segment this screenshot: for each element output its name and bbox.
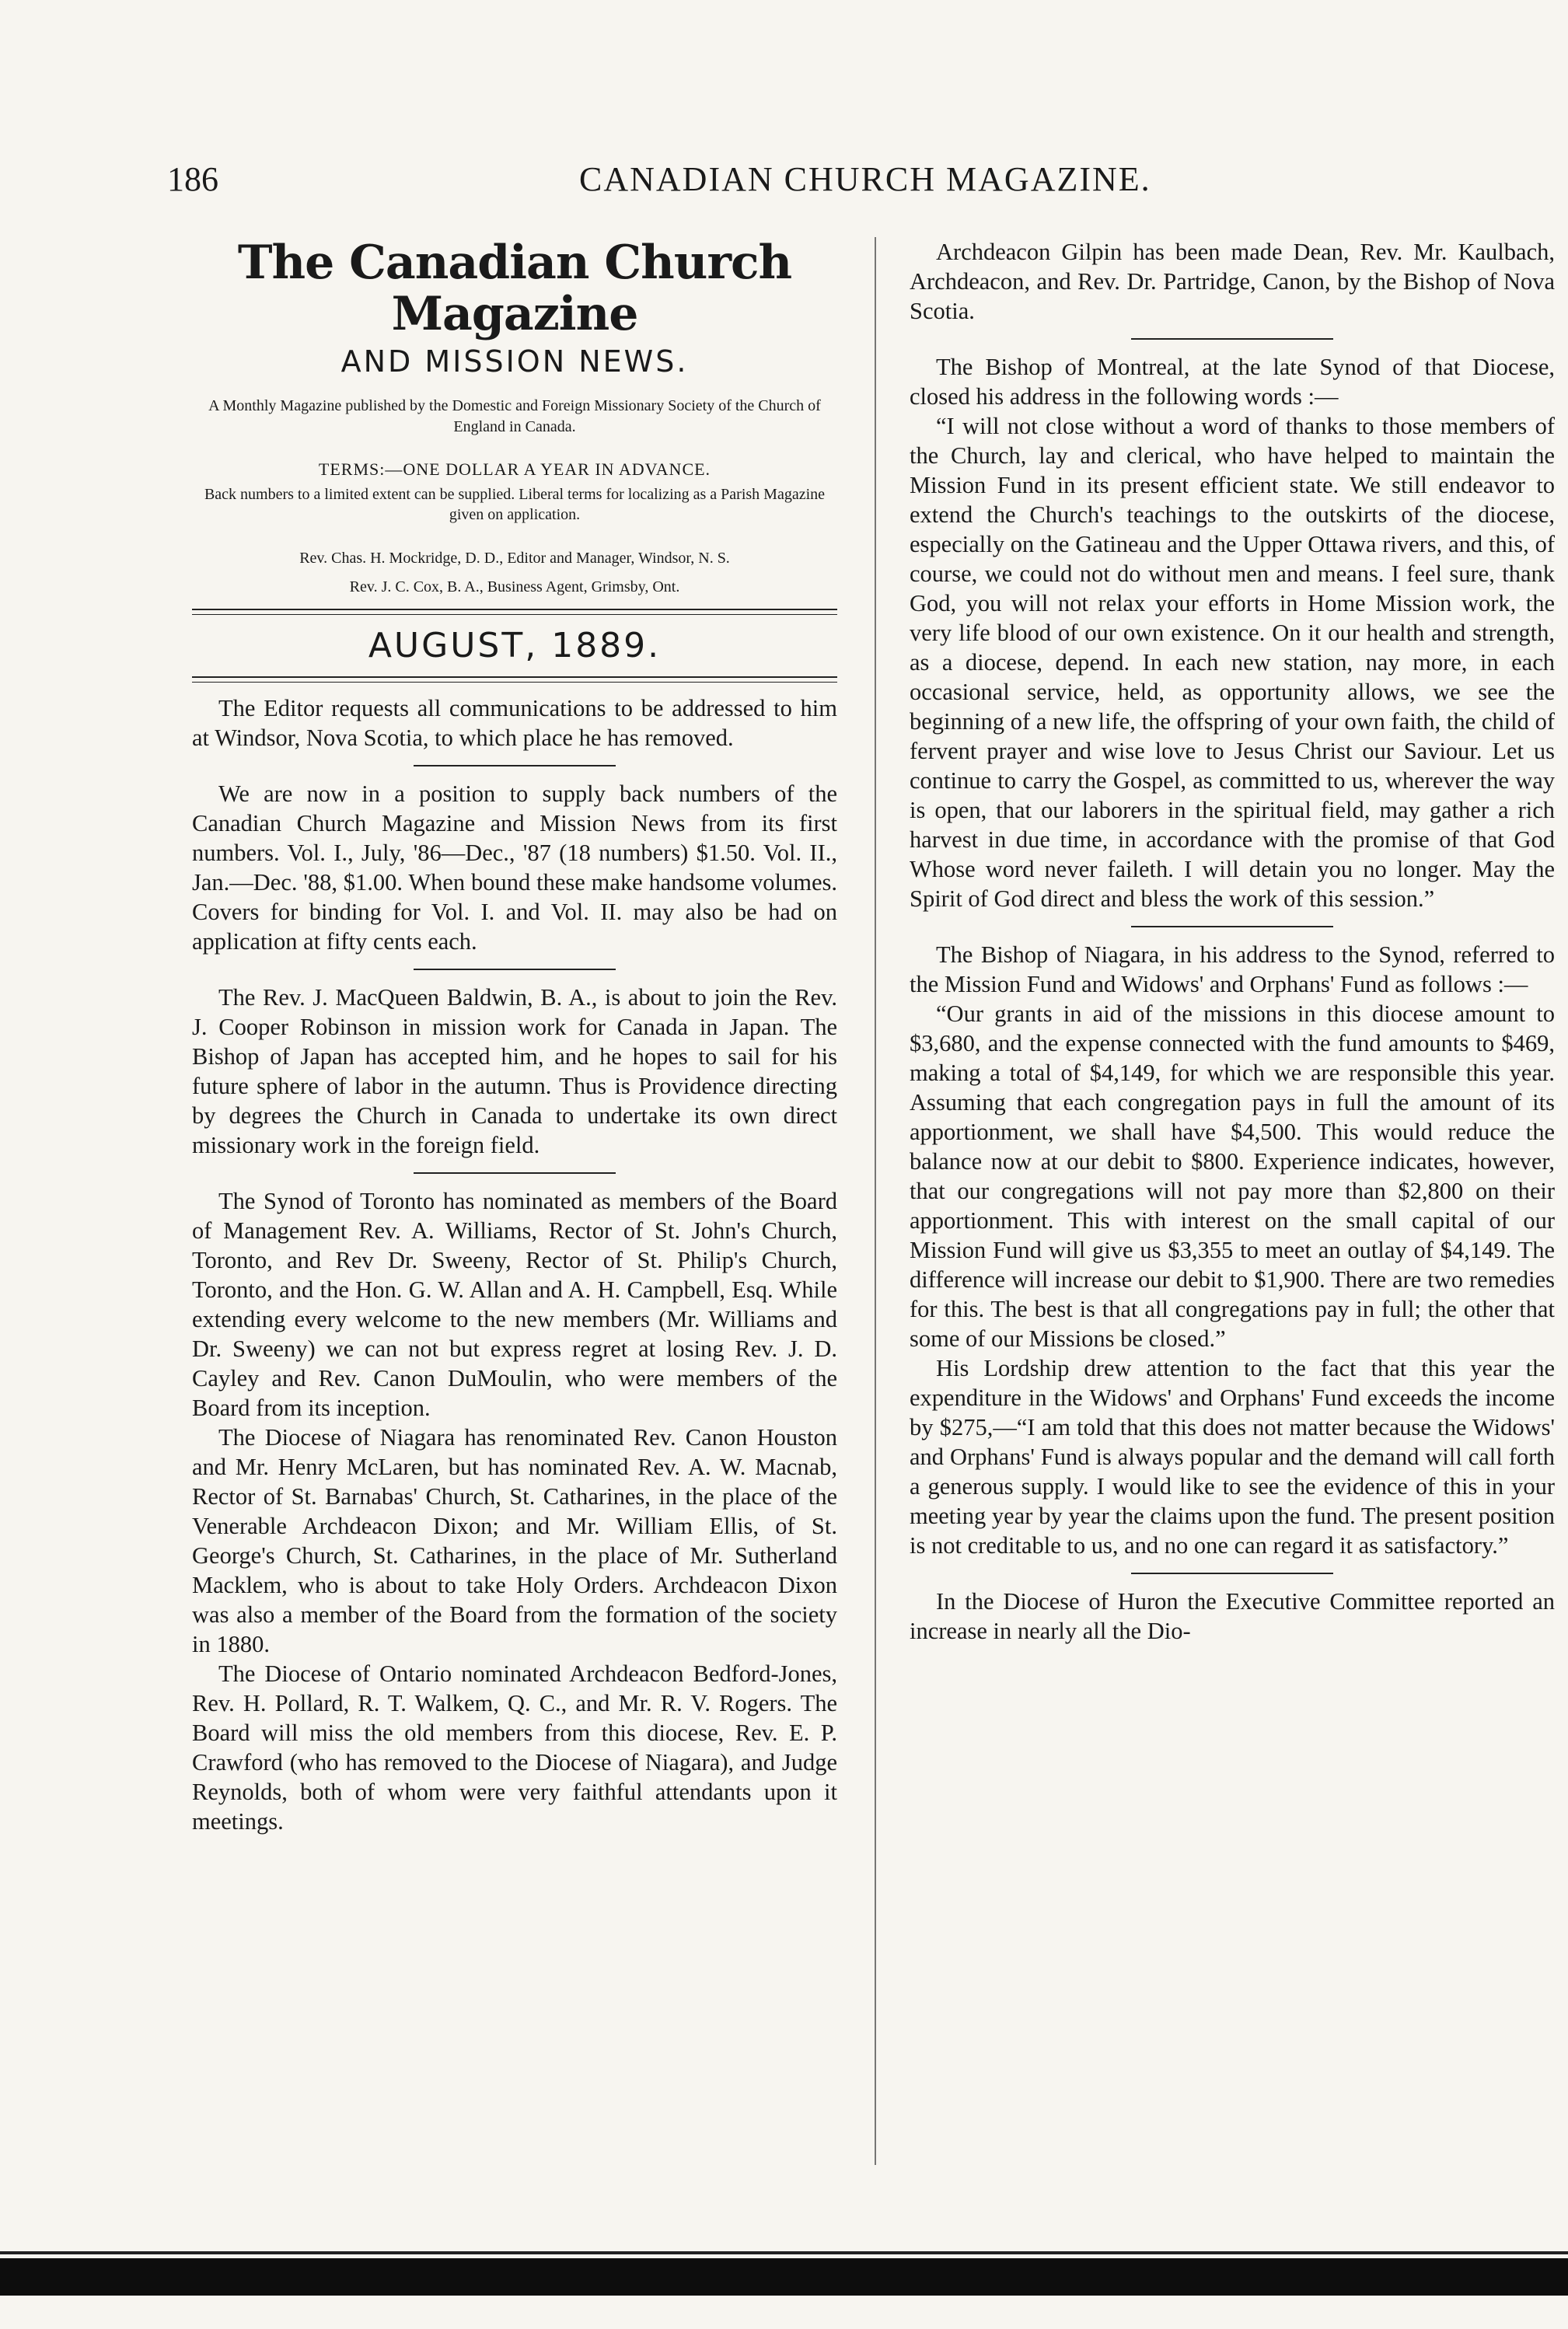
issue-date: AUGUST, 1889.: [368, 626, 662, 665]
rule-short: [414, 1172, 616, 1174]
bottom-scan-bar: [0, 2258, 1568, 2296]
masthead-back-numbers: Back numbers to a limited extent can be supplied. Liberal terms for localizing as a Parish Magazine given on application.: [204, 486, 826, 523]
paragraph: The Bishop of Montreal, at the late Synod of that Diocese, closed his address in the following words :—: [910, 354, 1555, 410]
masthead-editor: Rev. Chas. H. Mockridge, D. D., Editor and Manager, Windsor, N. S.: [299, 550, 730, 567]
rule-short: [414, 765, 616, 766]
paragraph: The Diocese of Niagara has renominated Rev. Canon Houston and Mr. Henry McLaren, but has nominated Rev. A. W. Macnab, Rector of St. Barnabas' Church, St. Catharines, in the place of the Venerable Archdeacon Dixon; and Mr. William Ellis, of St. George's Church, St. Catharines, in the place of Mr. Sutherland Macklem, who is about to take Holy Orders. Archdeacon Dixon was also a member of the Board from the formation of the society in 1880.: [192, 1424, 837, 1657]
paragraph: We are now in a position to supply back numbers of the Canadian Church Magazine and Mission News from its first numbers. Vol. I., July, '86—Dec., '87 (18 numbers) $1.50. Vol. II., Jan.—Dec. '88, $1.00. When bound these make handsome volumes. Covers for binding for Vol. I. and Vol. II. may also be had on application at fifty cents each.: [192, 780, 837, 955]
quotation: “Our grants in aid of the missions in this diocese amount to $3,680, and the expense connected with the fund amounts to $469, making a total of $4,149, for which we are responsible this year. Assuming that each congregation pays in full the amount of its apportionment, we shall have $4,500. This would reduce the balance now at our debit to $800. Experience indicates, however, that our congregations will not pay more than $2,800 on their apportionment. This with interest on the small capital of our Mission Fund will give us $3,355 to meet an outlay of $4,149. The difference will increase our debit to $1,900. There are two remedies for this. The best is that all congregations pay in full; the other that some of our Missions be closed.”: [910, 1000, 1555, 1352]
masthead-agent: Rev. J. C. Cox, B. A., Business Agent, Grimsby, Ont.: [349, 578, 680, 595]
paragraph: The Synod of Toronto has nominated as members of the Board of Management Rev. A. Williams, Rector of St. John's Church, Toronto, and Rev Dr. Sweeny, Rector of St. Philip's Church, Toronto, and the Hon. G. W. Allan and A. H. Campbell, Esq. While extending every welcome to the new members (Mr. Williams and Dr. Sweeny) we can not but express regret at losing Rev. J. D. Cayley and Rev. Canon DuMoulin, who were members of the Board from its inception.: [192, 1188, 837, 1421]
bottom-edge-line: [0, 2251, 1568, 2254]
paragraph: The Bishop of Niagara, in his address to the Synod, referred to the Mission Fund and Widows' and Orphans' Fund as follows :—: [910, 941, 1555, 997]
paragraph: In the Diocese of Huron the Executive Committee reported an increase in nearly all the Dio-: [910, 1588, 1555, 1644]
paragraph: The Rev. J. MacQueen Baldwin, B. A., is about to join the Rev. J. Cooper Robinson in mission work for Canada in Japan. The Bishop of Japan has accepted him, and he hopes to sail for his future sphere of labor in the autumn. Thus is Providence directing by degrees the Church in Canada to undertake its own direct missionary work in the foreign field.: [192, 984, 837, 1158]
masthead-subtitle: AND MISSION NEWS.: [340, 344, 689, 379]
column-divider: [875, 237, 876, 2165]
quotation: “I will not close without a word of thanks to those members of the Church, lay and clerical, who have helped to maintain the Mission Fund in its present efficient state. We still endeavor to extend the Church's teachings to the outskirts of the diocese, especially on the Gatineau and the Upper Ottawa rivers, and this, of course, we could not do without men and means. I feel sure, thank God, you will not relax your efforts in Home Mission work, the very life blood of our own existence. On it our health and strength, as a diocese, depend. In each new station, nay more, in each occasional service, held, as opportunity allows, we see the beginning of a new life, the offspring of your own faith, the child of fervent prayer and wise love to Jesus Christ our Saviour. Let us continue to carry the Gospel, as committed to us, wherever the way is open, that our laborers in the spiritual field, may gather a rich harvest in due time, in accordance with the promise of that God Whose word never faileth. I will detain you no longer. May the Spirit of God direct and bless the work of this session.”: [910, 413, 1555, 912]
paragraph: Archdeacon Gilpin has been made Dean, Rev. Mr. Kaulbach, Archdeacon, and Rev. Dr. Partridge, Canon, by the Bishop of Nova Scotia.: [910, 239, 1555, 324]
rule-short: [1131, 926, 1333, 927]
paragraph: The Editor requests all communications to be addressed to him at Windsor, Nova Scotia, to which place he has removed.: [192, 695, 837, 751]
masthead-title: The Canadian Church Magazine: [237, 236, 792, 341]
running-title: CANADIAN CHURCH MAGAZINE.: [579, 160, 1151, 198]
right-column: [910, 237, 1555, 1646]
masthead-description: A Monthly Magazine published by the Domestic and Foreign Missionary Society of the Church of England in Canada.: [208, 397, 821, 435]
rule-short: [1131, 1573, 1333, 1574]
masthead-terms: TERMS:—ONE DOLLAR A YEAR IN ADVANCE.: [318, 459, 711, 479]
paragraph: The Diocese of Ontario nominated Archdeacon Bedford-Jones, Rev. H. Pollard, R. T. Walkem, Q. C., and Mr. R. V. Rogers. The Board will miss the old members from this diocese, Rev. E. P. Crawford (who has removed to the Diocese of Niagara), and Judge Reynolds, both of whom were very faithful attendants upon it meetings.: [192, 1660, 837, 1835]
left-column: [192, 237, 837, 1836]
rule-short: [414, 969, 616, 970]
page-number: 186: [167, 160, 218, 198]
running-head: [167, 159, 1524, 206]
rule-double: [192, 676, 837, 683]
rule-double: [192, 609, 837, 615]
rule-short: [1131, 338, 1333, 340]
paragraph: His Lordship drew attention to the fact that this year the expenditure in the Widows' and Orphans' Fund exceeds the income by $275,—“I am told that this does not matter because the Widows' and Orphans' Fund is always popular and the demand will call forth a generous supply. I would like to see the evidence of this in your meeting year by year the claims upon the fund. The present position is not creditable to us, and no one can regard it as satisfactory.”: [910, 1355, 1555, 1559]
masthead: [192, 237, 837, 598]
